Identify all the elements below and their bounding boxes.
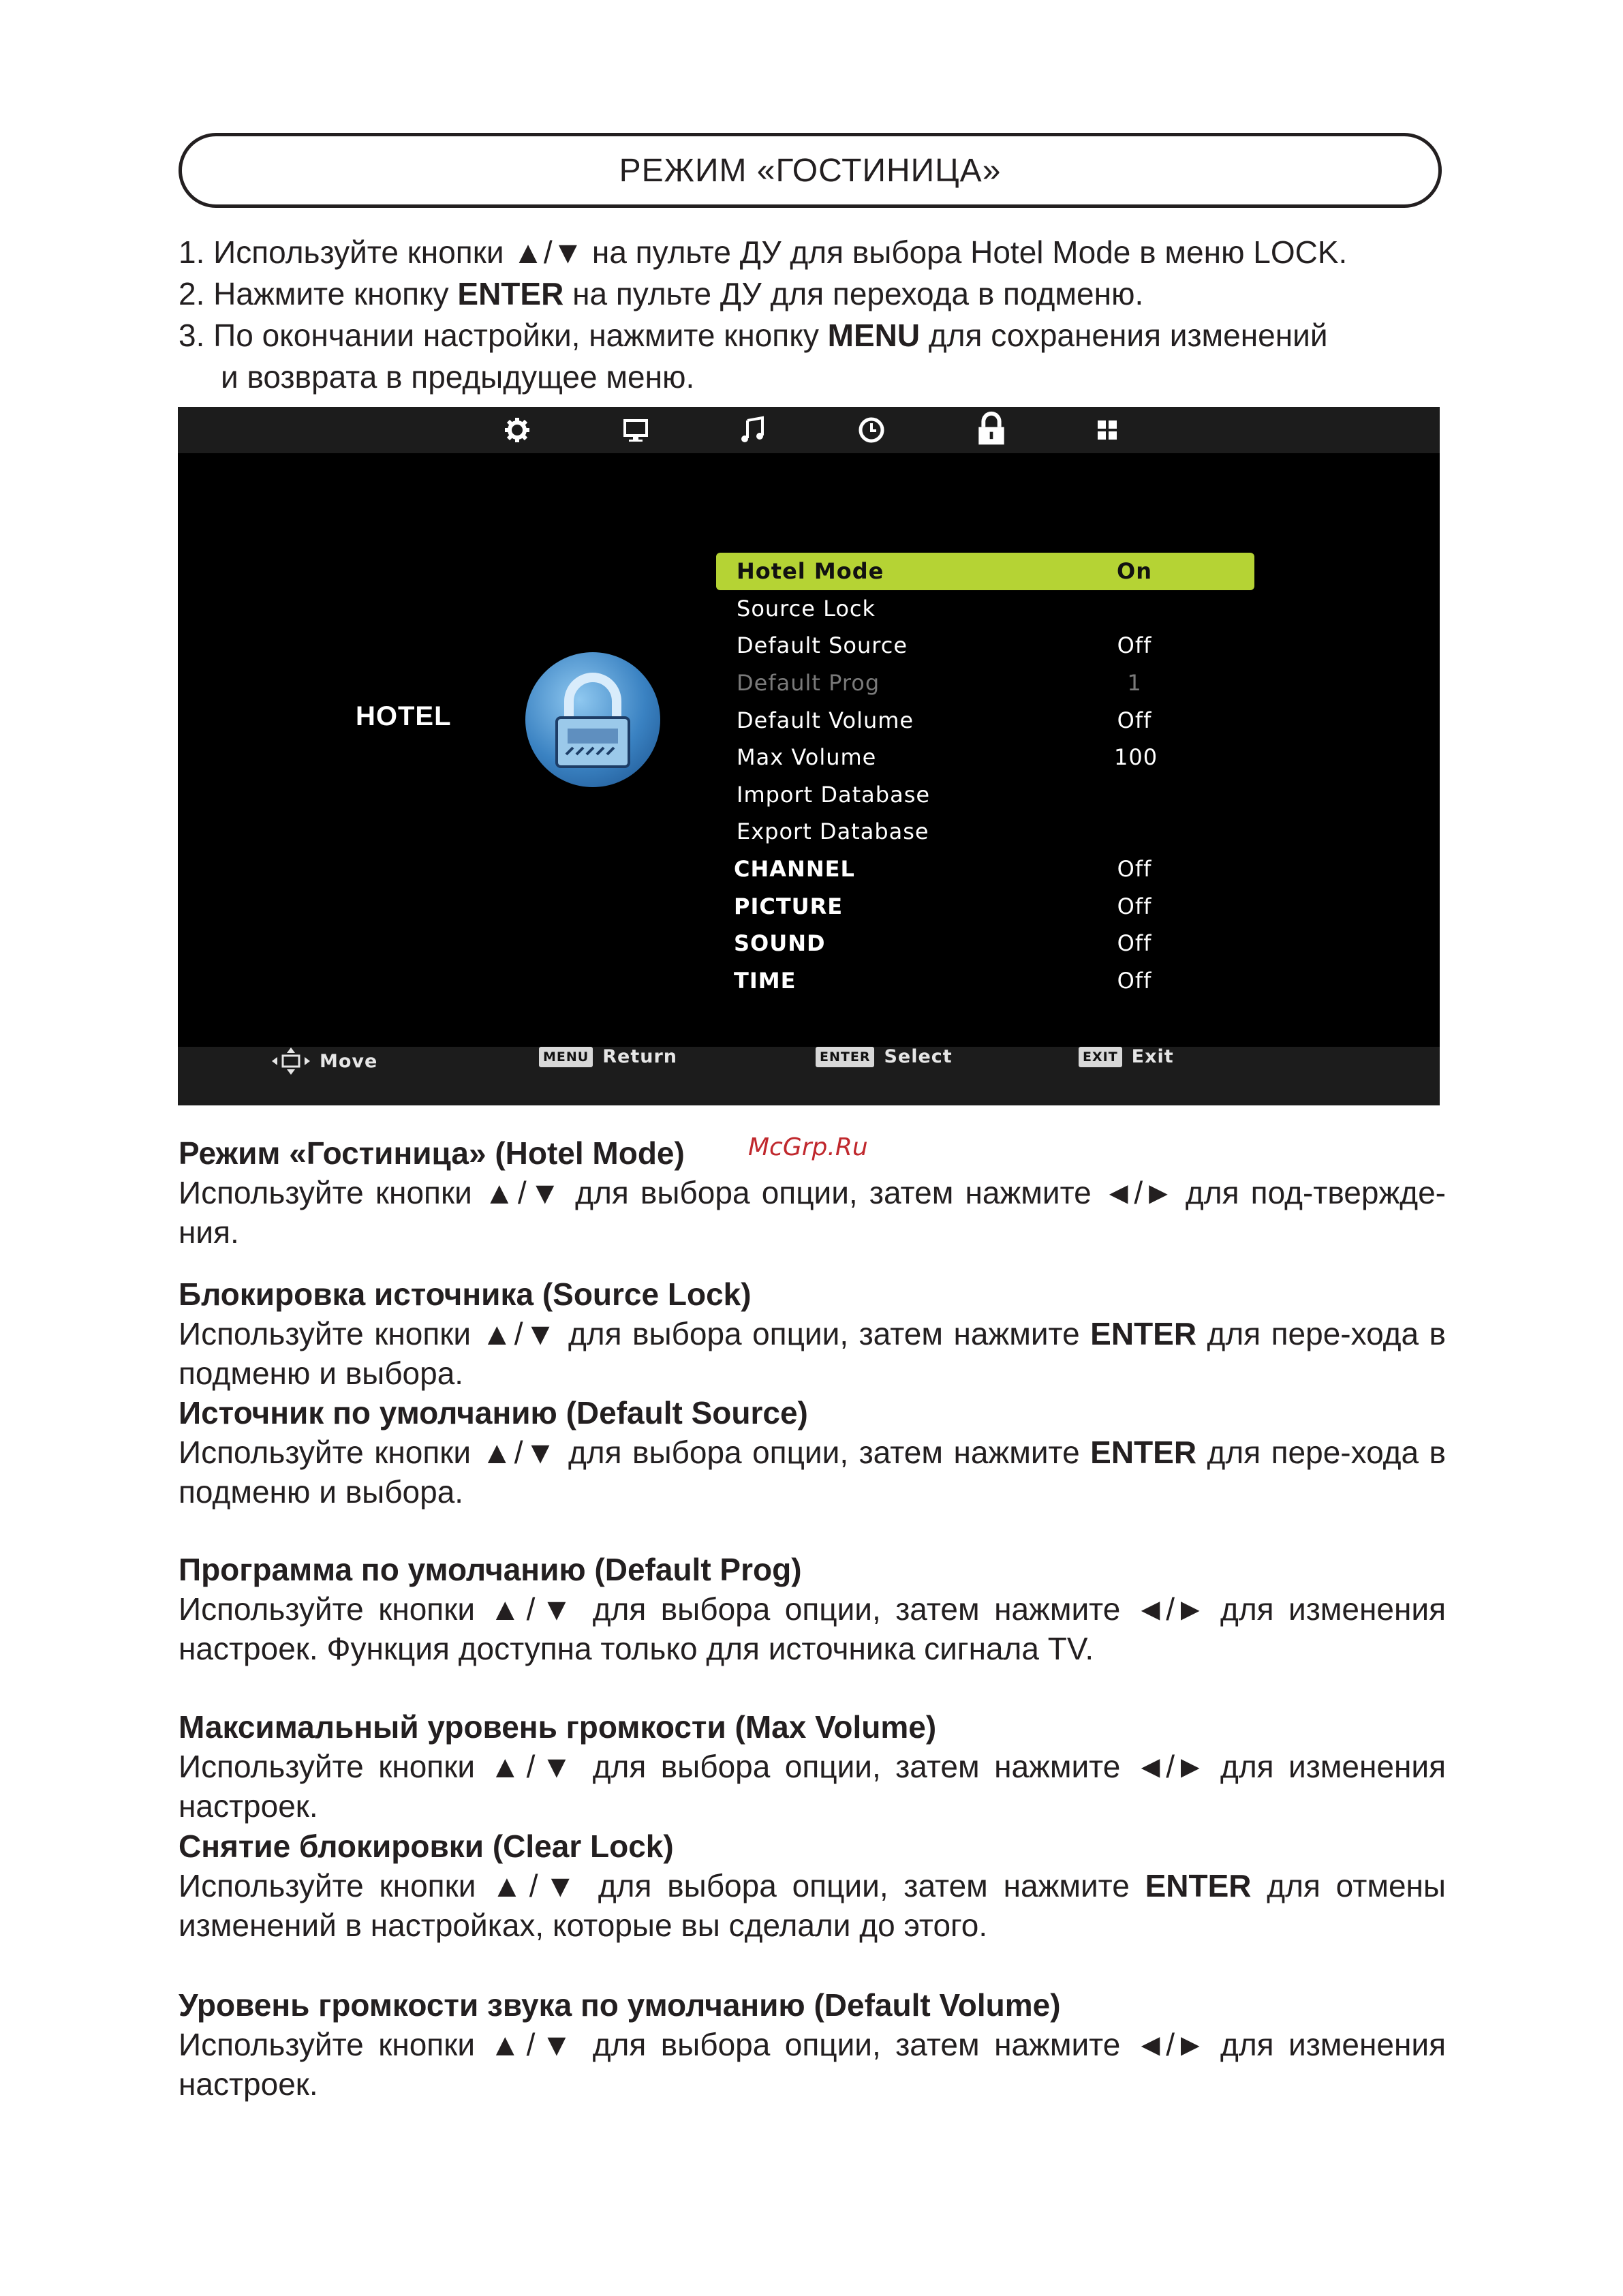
section-hotel-mode bbox=[179, 1133, 1446, 1252]
tv-top-bar bbox=[178, 407, 1440, 453]
section-heading: Режим «Гостиница» (Hotel Mode) bbox=[179, 1135, 685, 1171]
hotel-menu-list bbox=[716, 553, 1254, 999]
section-default-source bbox=[179, 1393, 1446, 1512]
arrows-icon bbox=[270, 1046, 311, 1076]
menu-item-export-database[interactable]: Export Database bbox=[737, 818, 929, 845]
steps-list bbox=[179, 232, 1446, 398]
clock-icon bbox=[855, 414, 888, 446]
section-default-volume bbox=[179, 1985, 1446, 2104]
section-heading: Максимальный уровень громкости (Max Volume) bbox=[179, 1709, 937, 1745]
footer-return-hint: MENU Return bbox=[539, 1046, 677, 1067]
section-text: Используйте кнопки ▲/▼ для выбора опции, затем нажмите ENTER для отмены изменений в настройках, которые вы сделали до этого. bbox=[179, 1868, 1446, 1943]
step-3-continued: и возврата в предыдущее меню. bbox=[221, 359, 695, 395]
padlock-icon bbox=[525, 652, 660, 787]
section-heading: Снятие блокировки (Clear Lock) bbox=[179, 1828, 674, 1864]
step-2: 2. Нажмите кнопку ENTER на пульте ДУ для перехода в подменю. bbox=[179, 276, 1144, 311]
section-max-volume bbox=[179, 1707, 1446, 1826]
section-text: Используйте кнопки ▲/▼ для выбора опции, затем нажмите ◄/► для под-тверждения. bbox=[179, 1175, 1446, 1250]
menu-item-channel[interactable]: CHANNEL Off bbox=[734, 856, 1152, 883]
section-heading: Программа по умолчанию (Default Prog) bbox=[179, 1552, 802, 1587]
menu-item-default-volume[interactable]: Default Volume Off bbox=[737, 707, 1152, 733]
page-title: РЕЖИМ «ГОСТИНИЦА» bbox=[179, 133, 1442, 208]
menu-item-time[interactable]: TIME Off bbox=[734, 967, 1152, 994]
watermark: McGrp.Ru bbox=[748, 1133, 868, 1161]
music-note-icon bbox=[737, 414, 769, 446]
footer-move-hint: Move bbox=[270, 1046, 377, 1076]
section-text: Используйте кнопки ▲/▼ для выбора опции, затем нажмите ◄/► для изменения настроек. bbox=[179, 1749, 1446, 1824]
section-heading: Уровень громкости звука по умолчанию (Default Volume) bbox=[179, 1987, 1061, 2023]
footer-exit-hint: EXIT Exit bbox=[1079, 1046, 1174, 1067]
section-heading: Блокировка источника (Source Lock) bbox=[179, 1276, 752, 1312]
menu-item-hotel-mode[interactable]: Hotel Mode On bbox=[716, 553, 1254, 590]
gear-icon bbox=[501, 414, 534, 446]
menu-item-default-prog: Default Prog 1 bbox=[737, 670, 1142, 697]
monitor-icon bbox=[619, 414, 652, 446]
step-3: 3. По окончании настройки, нажмите кнопку MENU для сохранения изменений bbox=[179, 318, 1328, 353]
section-text: Используйте кнопки ▲/▼ для выбора опции, затем нажмите ENTER для пере-хода в подменю и выбора. bbox=[179, 1435, 1446, 1510]
section-text: Используйте кнопки ▲/▼ для выбора опции, затем нажмите ◄/► для изменения настроек. bbox=[179, 2027, 1446, 2102]
hotel-side-label: HOTEL bbox=[356, 701, 452, 731]
menu-item-sound[interactable]: SOUND Off bbox=[734, 930, 1152, 957]
menu-item-picture[interactable]: PICTURE Off bbox=[734, 893, 1152, 919]
footer-select-hint: ENTER Select bbox=[816, 1046, 953, 1067]
step-1: 1. Используйте кнопки ▲/▼ на пульте ДУ для выбора Hotel Mode в меню LOCK. bbox=[179, 234, 1348, 270]
menu-item-max-volume[interactable]: Max Volume 100 bbox=[737, 744, 1158, 771]
menu-key: MENU bbox=[539, 1047, 593, 1067]
section-clear-lock bbox=[179, 1826, 1446, 1945]
menu-item-source-lock[interactable]: Source Lock bbox=[737, 595, 876, 622]
menu-item-default-source[interactable]: Default Source Off bbox=[737, 632, 1152, 659]
section-heading: Источник по умолчанию (Default Source) bbox=[179, 1395, 808, 1430]
lock-icon bbox=[972, 410, 1010, 448]
section-text: Используйте кнопки ▲/▼ для выбора опции, затем нажмите ENTER для пере-хода в подменю и выбора. bbox=[179, 1316, 1446, 1391]
menu-item-import-database[interactable]: Import Database bbox=[737, 781, 931, 808]
section-source-lock bbox=[179, 1274, 1446, 1393]
section-text: Используйте кнопки ▲/▼ для выбора опции, затем нажмите ◄/► для изменения настроек. Функция доступна только для источника сигнала TV. bbox=[179, 1591, 1446, 1666]
enter-key: ENTER bbox=[816, 1047, 874, 1067]
exit-key: EXIT bbox=[1079, 1047, 1122, 1067]
grid-icon bbox=[1091, 414, 1124, 446]
tv-menu-screenshot bbox=[178, 407, 1440, 1105]
section-default-prog bbox=[179, 1550, 1446, 1668]
